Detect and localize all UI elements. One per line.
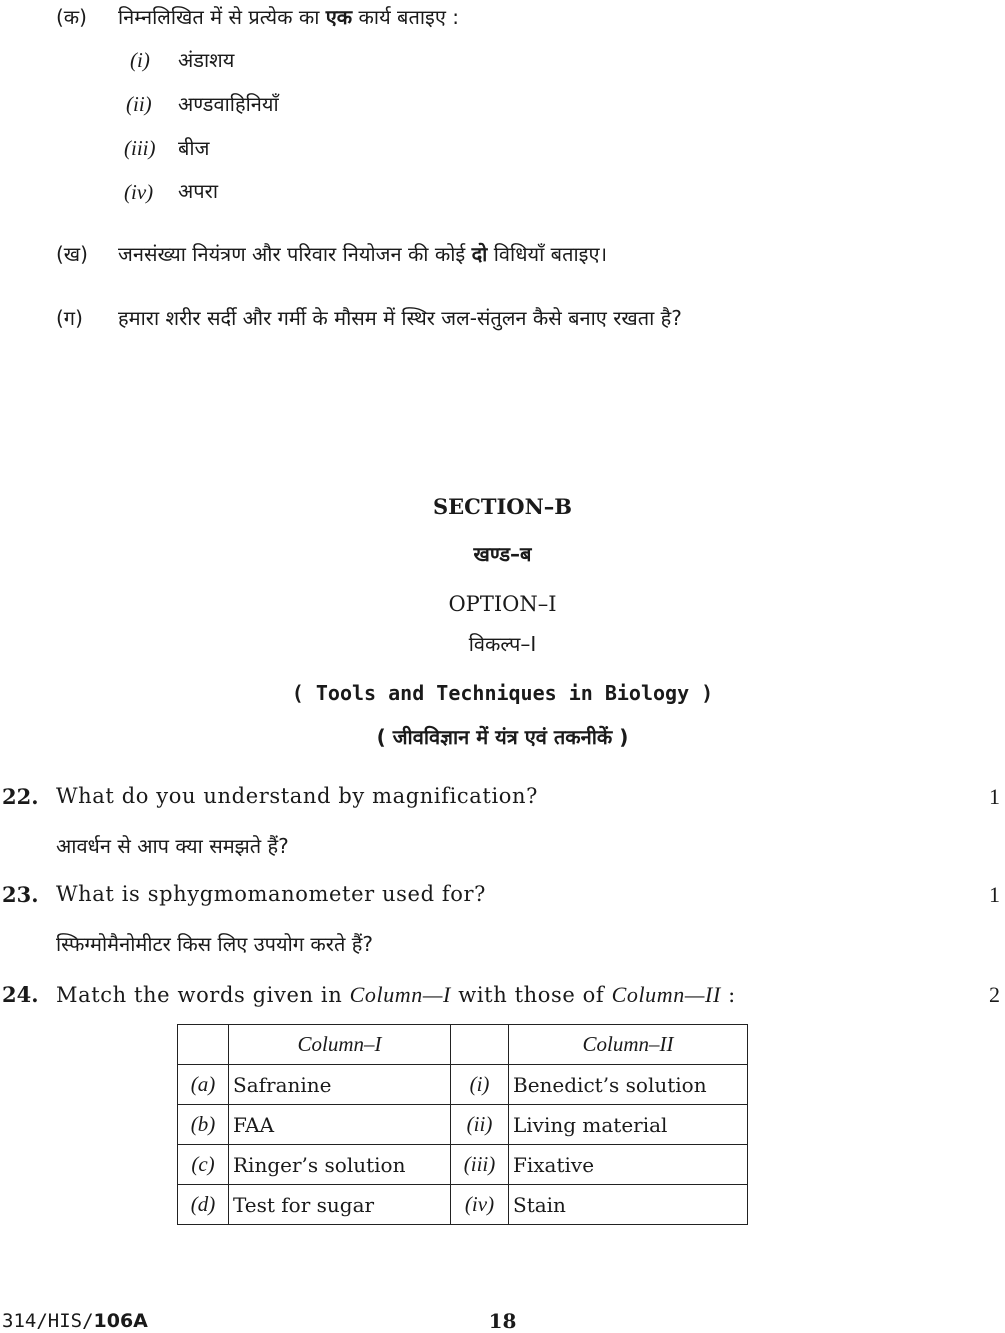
part-ka-text-post: कार्य बताइए : — [352, 5, 460, 29]
question-number: 24. — [2, 982, 39, 1007]
row-index: (a) — [178, 1065, 229, 1105]
part-kha-text-pre: जनसंख्या नियंत्रण और परिवार नियोजन की कोई — [118, 242, 472, 266]
topic-title: ( Tools and Techniques in Biology ) — [291, 681, 714, 705]
column-one-cell: Test for sugar — [229, 1185, 451, 1225]
column-two-cell: Fixative — [509, 1145, 748, 1185]
table-row — [178, 1065, 748, 1105]
column-two-cell: Stain — [509, 1185, 748, 1225]
question-text: What do you understand by magnification? — [56, 784, 539, 808]
part-ka-item-num: (iv) — [124, 180, 154, 204]
table-cell — [451, 1025, 509, 1065]
column-two-ref: Column—II — [611, 982, 721, 1007]
part-ka-item-text: बीज — [178, 136, 210, 160]
question-text-part: Match the words given in — [56, 983, 350, 1007]
part-ka-item-text: अण्डवाहिनियाँ — [178, 92, 279, 116]
page-number: 18 — [488, 1309, 517, 1333]
option-title-hindi: विकल्प–I — [468, 632, 537, 656]
section-title-hindi: खण्ड–ब — [473, 542, 532, 566]
part-kha-text-bold: दो — [471, 242, 488, 266]
column-one-cell: Safranine — [229, 1065, 451, 1105]
row-index: (iv) — [451, 1185, 509, 1225]
column-two-header: Column–II — [509, 1025, 748, 1065]
paper-code-bold: 106A — [93, 1310, 148, 1332]
question-text-part: : — [720, 983, 736, 1007]
part-ka-item-num: (ii) — [126, 92, 152, 116]
part-ka-item-num: (i) — [130, 48, 150, 72]
question-text: What is sphygmomanometer used for? — [56, 882, 487, 906]
part-ka-text — [118, 3, 459, 30]
section-title: SECTION–B — [432, 494, 573, 519]
match-table — [177, 1024, 748, 1225]
part-ka-item-text: अपरा — [178, 179, 218, 203]
row-index: (d) — [178, 1185, 229, 1225]
paper-code-prefix: 314/HIS/ — [2, 1310, 94, 1332]
column-two-cell: Benedict’s solution — [509, 1065, 748, 1105]
table-row — [178, 1185, 748, 1225]
column-one-cell: FAA — [229, 1105, 451, 1145]
part-ka-label: (क) — [56, 5, 87, 29]
part-ka-item-text: अंडाशय — [178, 48, 235, 72]
row-index: (c) — [178, 1145, 229, 1185]
option-title: OPTION–I — [448, 592, 557, 616]
question-number: 23. — [2, 882, 39, 907]
column-one-header: Column–I — [229, 1025, 451, 1065]
table-cell — [178, 1025, 229, 1065]
question-number: 22. — [2, 784, 39, 809]
part-ga-text: हमारा शरीर सर्दी और गर्मी के मौसम में स्थिर जल-संतुलन कैसे बनाए रखता है? — [118, 306, 682, 330]
row-index: (i) — [451, 1065, 509, 1105]
part-ga-label: (ग) — [56, 306, 83, 330]
column-one-ref: Column—I — [349, 982, 451, 1007]
part-kha-text — [118, 240, 607, 267]
row-index: (iii) — [451, 1145, 509, 1185]
question-text-hindi: आवर्धन से आप क्या समझते हैं? — [56, 834, 289, 858]
question-marks: 1 — [989, 784, 1000, 809]
part-kha-text-post: विधियाँ बताइए। — [487, 242, 608, 266]
part-ka-item-num: (iii) — [124, 136, 156, 160]
topic-title-hindi: ( जीवविज्ञान में यंत्र एवं तकनीकें ) — [376, 725, 629, 749]
question-marks: 2 — [989, 982, 1000, 1007]
row-index: (b) — [178, 1105, 229, 1145]
part-ka-text-bold: एक — [325, 5, 353, 29]
question-text-hindi: स्फिग्मोमैनोमीटर किस लिए उपयोग करते हैं? — [56, 932, 373, 956]
row-index: (ii) — [451, 1105, 509, 1145]
part-kha-label: (ख) — [56, 242, 88, 266]
part-ka-text-pre: निम्नलिखित में से प्रत्येक का — [118, 5, 326, 29]
question-text-part: with those of — [450, 983, 612, 1007]
question-text — [56, 982, 736, 1008]
table-header-row — [178, 1025, 748, 1065]
column-two-cell: Living material — [509, 1105, 748, 1145]
table-row — [178, 1105, 748, 1145]
table-row — [178, 1145, 748, 1185]
column-one-cell: Ringer’s solution — [229, 1145, 451, 1185]
question-marks: 1 — [989, 882, 1000, 907]
